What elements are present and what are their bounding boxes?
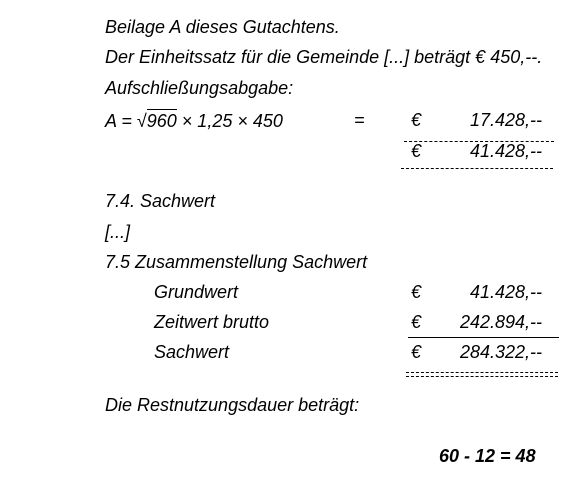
formula-radicand: 960: [146, 111, 177, 131]
total-double-rule-top: [406, 372, 558, 373]
row-sachwert-label: Sachwert: [154, 342, 230, 362]
row-sachwert-currency: €: [411, 342, 422, 362]
formula-value: 17.428,--: [469, 110, 542, 130]
formula-lhs: A =: [105, 111, 137, 131]
formula-expression: [105, 109, 283, 132]
restnutzung-label: Die Restnutzungsdauer beträgt:: [105, 395, 360, 415]
sum-solid-rule: [408, 337, 559, 338]
formula-rest: × 1,25 × 450: [176, 111, 283, 131]
section-7-5-heading: 7.5 Zusammenstellung Sachwert: [105, 252, 368, 272]
restnutzung-calculation: 60 - 12 = 48: [439, 446, 536, 466]
row-grundwert-label: Grundwert: [154, 282, 239, 302]
intro-line-beilage: Beilage A dieses Gutachtens.: [105, 17, 340, 37]
row-sachwert-value: 284.322,--: [459, 342, 542, 362]
subtotal-value: 41.428,--: [469, 141, 542, 161]
row-grundwert-currency: €: [411, 282, 422, 302]
subtotal-currency: €: [411, 141, 422, 161]
subtotal-dashed-rule: [401, 168, 553, 169]
section-7-4-ellipsis: [...]: [105, 222, 131, 242]
intro-line-aufschliessung: Aufschließungsabgabe:: [105, 78, 294, 98]
total-double-rule-bottom: [406, 376, 558, 377]
section-7-4-heading: 7.4. Sachwert: [105, 191, 216, 211]
intro-line-einheitssatz: Der Einheitssatz für die Gemeinde [...] beträgt € 450,--.: [105, 47, 543, 67]
row-zeitwert-value: 242.894,--: [459, 312, 542, 332]
row-zeitwert-currency: €: [411, 312, 422, 332]
formula-equals: =: [354, 110, 365, 130]
row-zeitwert-label: Zeitwert brutto: [154, 312, 270, 332]
row-grundwert-value: 41.428,--: [469, 282, 542, 302]
formula-radical: √: [136, 111, 147, 131]
formula-currency: €: [411, 110, 422, 130]
